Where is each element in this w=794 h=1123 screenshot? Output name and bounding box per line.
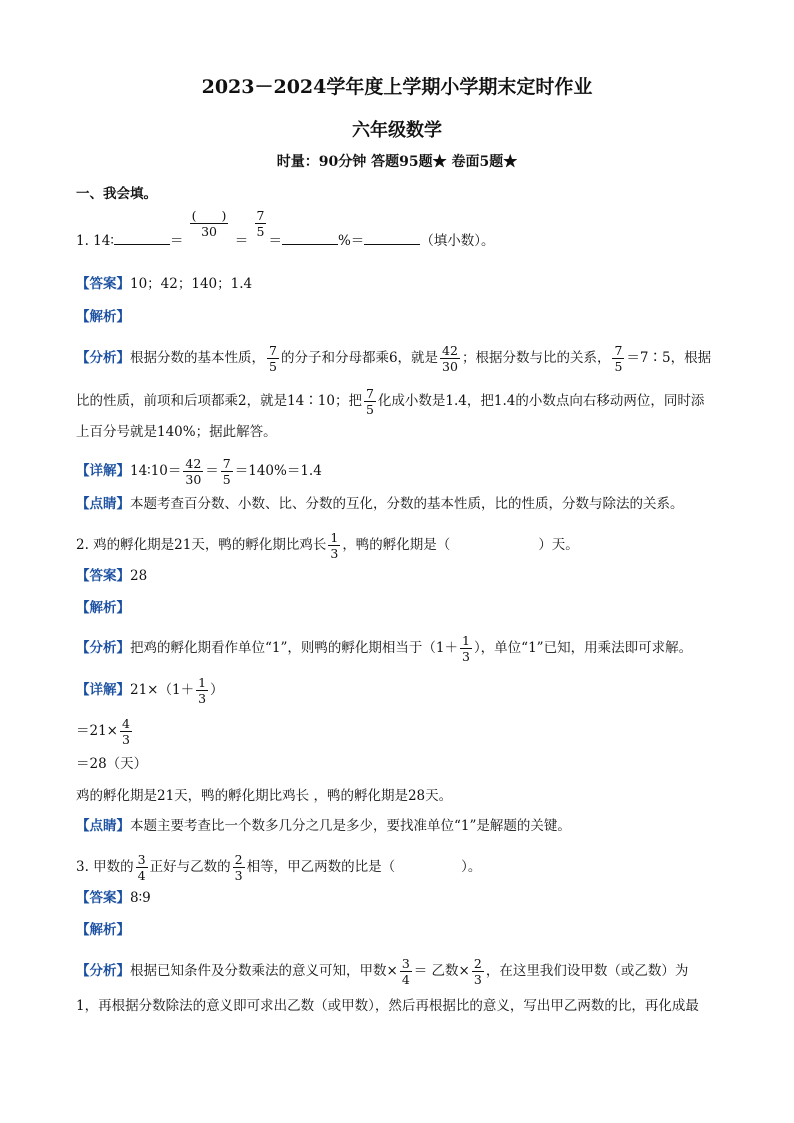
q3-analysis-label: 【解析】 [76, 922, 130, 938]
q1-prefix: 1. 14∶ [76, 233, 114, 249]
q1-analysis-label: 【解析】 [76, 309, 130, 325]
q2-fenxi: 【分析】把鸡的孵化期看作单位“1”，则鸭的孵化期相当于（1＋ $\frac{1}{3}$ ），单位“1”已知，用乘法即可求解。 [76, 633, 693, 664]
q2-step-3: ＝28（天） [76, 756, 148, 772]
q1-fraction-7-5: $\frac{7}{5}$ [256, 208, 265, 239]
page-title: 2023－2024学年度上学期小学期末定时作业 [201, 76, 593, 98]
q3-fenxi-line2: 1，再根据分数除法的意义即可求出乙数（或甲数），然后再根据比的意义，写出甲乙两数的比，再化成最 [76, 998, 699, 1014]
q1-blank-2[interactable] [282, 230, 338, 245]
q1-detail: 【详解】14∶10＝ $\frac{42}{30}$ ＝ $\frac{7}{5}$ ＝140%＝1.4 [76, 456, 322, 487]
q2-answer: 【答案】28 [76, 568, 148, 584]
q1-point: 【点睛】本题考查百分数、小数、比、分数的互化，分数的基本性质，比的性质，分数与除法的关系。 [76, 496, 684, 512]
question-1: 1. 14∶ ＝ $\frac{( )}{30}$ ＝ $\frac{7}{5}$ ＝ %＝ （填小数）。 [76, 208, 495, 249]
q2-conclusion: 鸡的孵化期是21天，鸭的孵化期比鸡长 ，鸭的孵化期是28天。 [76, 788, 453, 804]
exam-meta: 时量：90分钟 答题95题★ 卷面5题★ [276, 154, 518, 170]
question-2: 2. 鸡的孵化期是21天，鸭的孵化期比鸡长 $\frac{1}{3}$ ，鸭的孵化期是（ ）天。 [76, 530, 579, 561]
question-3: 3. 甲数的 $\frac{3}{4}$ 正好与乙数的 $\frac{2}{3}$ 相等，甲乙两数的比是（ ）。 [76, 852, 482, 883]
q3-fenxi-line1: 【分析】根据已知条件及分数乘法的意义可知，甲数× $\frac{3}{4}$ ＝ 乙数× $\frac{2}{3}$ ，在这里我们设甲数（或乙数）为 [76, 956, 689, 987]
section-heading: 一、我会填。 [76, 186, 157, 202]
q2-point: 【点睛】本题主要考查比一个数多几分之几是多少，要找准单位“1”是解题的关键。 [76, 818, 571, 834]
q1-fenxi-line2: 比的性质，前项和后项都乘2，就是14∶10；把 $\frac{7}{5}$ 化成小数是1.4，把1.4的小数点向右移动两位，同时添 [76, 386, 705, 417]
q2-detail: 【详解】21×（1＋ $\frac{1}{3}$ ） [76, 675, 224, 706]
q1-answer: 【答案】10；42；140；1.4 [76, 276, 253, 292]
q1-fraction-blank: $\frac{( )}{30}$ [191, 208, 227, 239]
q1-fenxi-line3: 上百分号就是140%；据此解答。 [76, 424, 277, 440]
q2-analysis-label: 【解析】 [76, 600, 130, 616]
q1-fenxi-line1: 【分析】根据分数的基本性质， $\frac{7}{5}$ 的分子和分母都乘6，就是 $\frac{42}{30}$ ；根据分数与比的关系， $\frac{7}{5}$ ＝7∶5，根据 [76, 343, 712, 374]
q1-blank-1[interactable] [114, 230, 170, 245]
q1-blank-3[interactable] [364, 230, 420, 245]
page-subtitle: 六年级数学 [352, 120, 442, 141]
q3-answer: 【答案】8∶9 [76, 890, 151, 906]
q2-step-2: ＝21× $\frac{4}{3}$ [76, 716, 130, 747]
